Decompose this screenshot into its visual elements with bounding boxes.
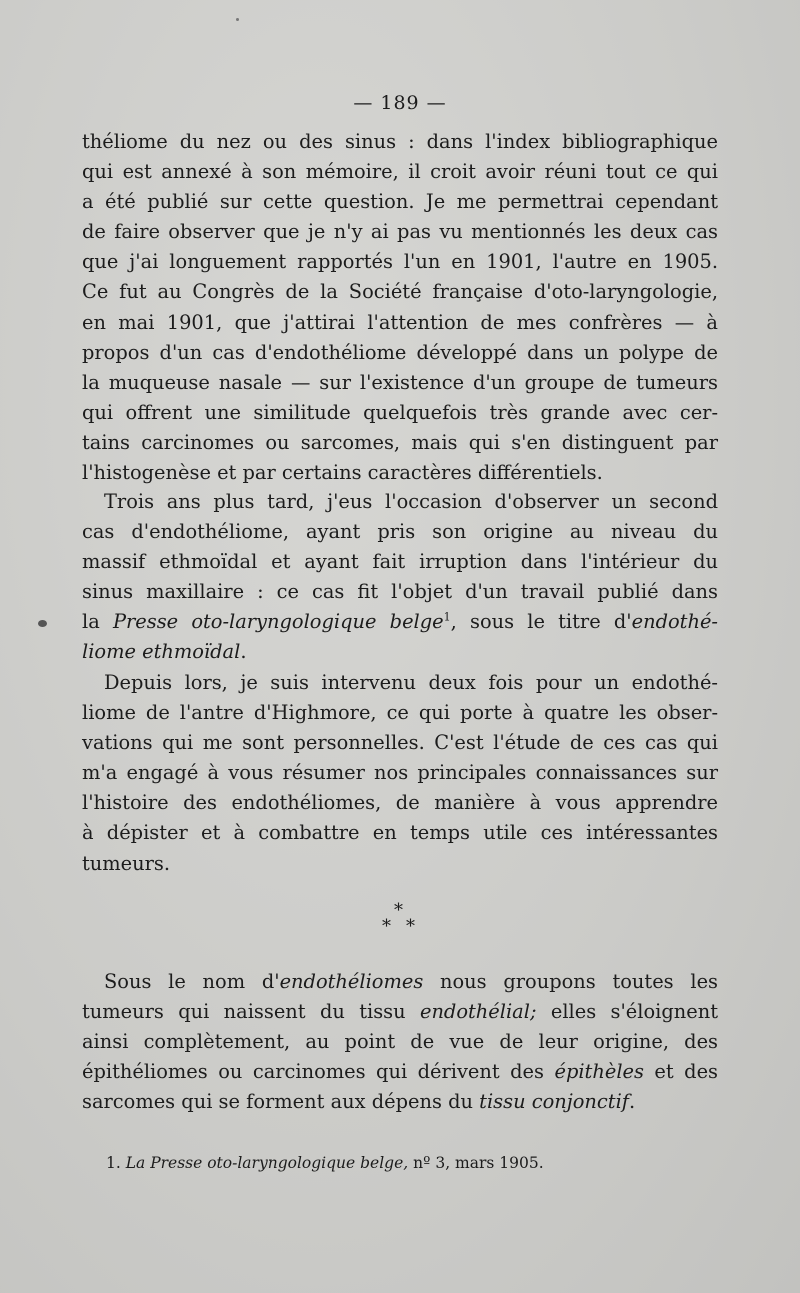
asterisk: * <box>394 900 403 921</box>
paragraph-4 <box>82 967 718 1117</box>
text-line: qui offrent une similitude quelquefois très grande avec cer- <box>82 400 718 424</box>
text-line: Depuis lors, je suis intervenu deux fois pour un endothé- <box>104 671 718 694</box>
italic-term: endothélial; <box>419 1000 537 1024</box>
text-run: . <box>628 1090 636 1114</box>
footnote-journal: La Presse oto-laryngologique belge, <box>125 1154 409 1172</box>
text-line <box>82 967 718 997</box>
text-run: et des <box>643 1060 719 1084</box>
text-line: à dépister et à combattre en temps utile ces intéressantes <box>82 821 718 845</box>
text-line: tains carcinomes ou sarcomes, mais qui s'en distinguent par <box>82 430 718 454</box>
footnote-text: nº 3, mars 1905. <box>408 1154 544 1172</box>
text-line: Ce fut au Congrès de la Société française d'oto-laryngologie, <box>82 280 718 304</box>
text-line: Trois ans plus tard, j'eus l'occasion d'observer un second <box>104 490 718 513</box>
footnote-number: 1. <box>106 1154 121 1172</box>
text-run: nous groupons toutes les <box>423 970 718 993</box>
text-line: a été publié sur cette question. Je me permettrai cependant <box>82 190 718 214</box>
asterisk: * <box>382 916 391 937</box>
text-line: tumeurs. <box>82 851 171 875</box>
text-line: l'histogenèse et par certains caractères différentiels. <box>82 461 603 485</box>
text-line: que j'ai longuement rapportés l'un en 1901, l'autre en 1905. <box>82 250 718 274</box>
text-line: m'a engagé à vous résumer nos principales connaissances sur <box>82 761 718 785</box>
section-asterism <box>378 902 424 942</box>
text-line: qui est annexé à son mémoire, il croit avoir réuni tout ce qui <box>82 160 718 184</box>
paragraph-3 <box>82 668 718 879</box>
text-run: elles s'éloignent <box>536 1000 719 1024</box>
page-number: — 189 — <box>353 92 447 114</box>
text-run: tumeurs qui naissent du tissu <box>82 1000 420 1024</box>
paragraph-2 <box>82 487 718 668</box>
paper-speck <box>236 18 239 21</box>
text-line: propos d'un cas d'endothéliome développé dans un polype de <box>82 340 718 364</box>
journal-title: Presse oto-laryngologique belge <box>112 610 444 634</box>
asterisk: * <box>406 916 415 937</box>
text-line: vations qui me sont personnelles. C'est l'étude de ces cas qui <box>82 731 718 755</box>
text-run: sarcomes qui se forment aux dépens du <box>82 1090 480 1114</box>
text-line <box>82 637 718 667</box>
text-line: théliome du nez ou des sinus : dans l'index bibliographique <box>82 130 718 153</box>
paragraph-1 <box>82 127 718 488</box>
text-line: de faire observer que je n'y ai pas vu mentionnés les deux cas <box>82 220 718 244</box>
text-line <box>82 1087 718 1117</box>
footnote <box>106 1152 544 1174</box>
text-line: liome de l'antre d'Highmore, ce qui porte à quatre les obser- <box>82 701 718 725</box>
text-line: sinus maxillaire : ce cas fit l'objet d'un travail publié dans <box>82 580 718 604</box>
text-run: . <box>240 640 247 664</box>
text-run: la <box>82 610 113 634</box>
text-run: , sous le titre d' <box>450 610 632 634</box>
text-line: massif ethmoïdal et ayant fait irruption dans l'intérieur du <box>82 550 718 574</box>
text-line <box>82 607 718 637</box>
text-line <box>82 1057 718 1087</box>
italic-term: endothéliomes <box>279 970 424 993</box>
text-line: l'histoire des endothéliomes, de manière à vous apprendre <box>82 791 718 815</box>
article-title: endothé- <box>631 610 718 634</box>
text-line <box>82 997 718 1027</box>
italic-term: épithèles <box>554 1060 644 1084</box>
article-title: liome ethmoïdal <box>82 640 241 664</box>
text-line: cas d'endothéliome, ayant pris son origine au niveau du <box>82 520 718 544</box>
text-line: ainsi complètement, au point de vue de leur origine, des <box>82 1030 718 1054</box>
italic-term: tissu conjonctif <box>479 1090 629 1114</box>
footnote-reference: 1 <box>443 610 451 624</box>
ink-blot <box>38 620 47 627</box>
text-line: la muqueuse nasale — sur l'existence d'un groupe de tumeurs <box>82 370 718 394</box>
text-line: en mai 1901, que j'attirai l'attention de mes confrères — à <box>82 310 718 334</box>
text-run: épithéliomes ou carcinomes qui dérivent des <box>82 1060 555 1084</box>
text-run: Sous le nom d' <box>104 970 280 993</box>
